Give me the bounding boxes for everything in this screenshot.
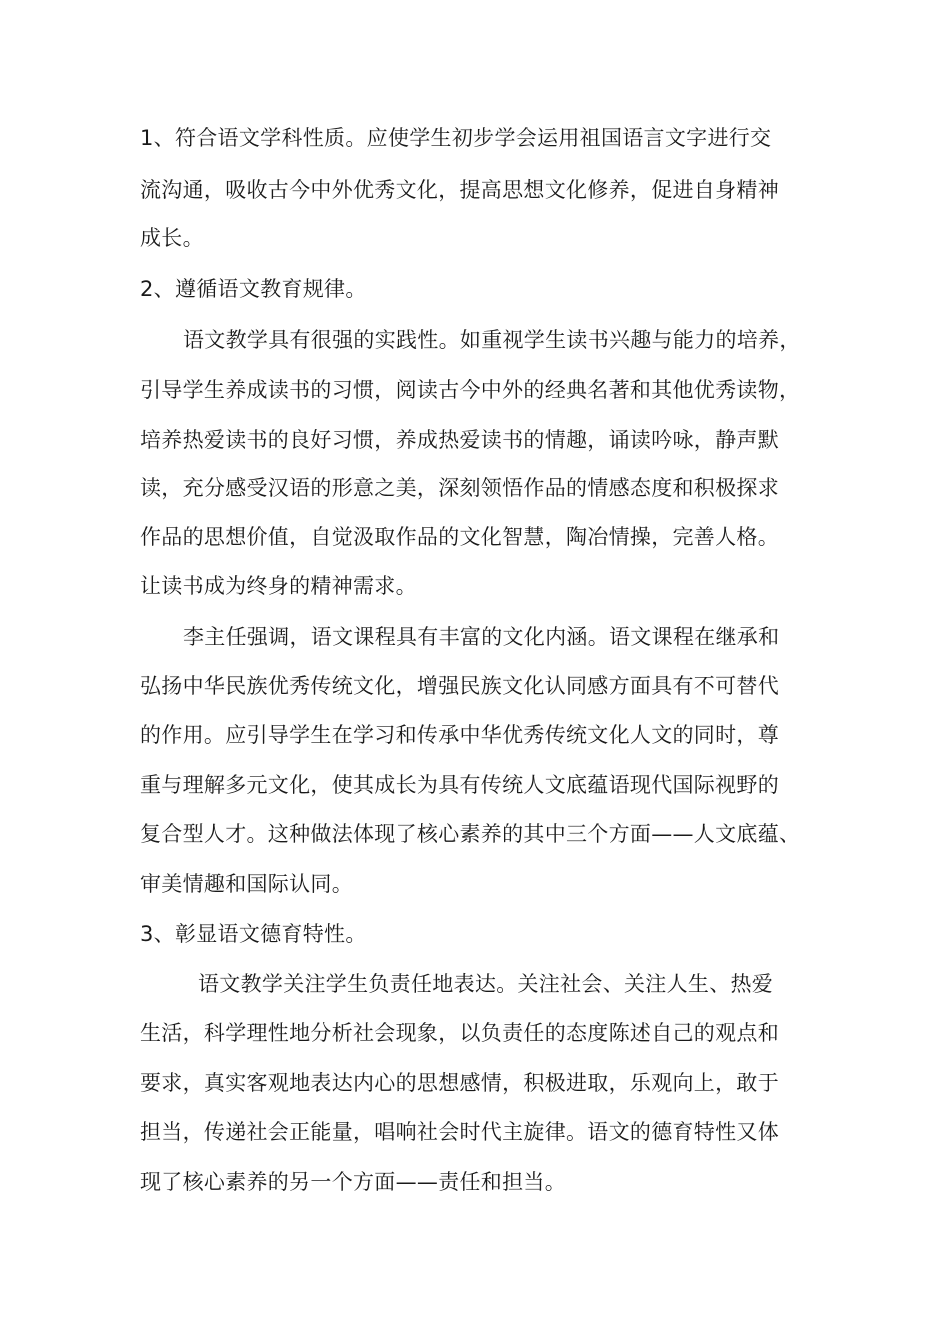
paragraph-start: 语文教学关注学生负责任地表达。关注社会、关注人生、热爱 <box>198 972 774 996</box>
text-line: 引导学生养成读书的习惯，阅读古今中外的经典名著和其他优秀读物， <box>140 378 801 402</box>
text-line: 生活，科学理性地分析社会现象，以负责任的态度陈述自己的观点和 <box>140 1021 779 1045</box>
text-line: 要求，真实客观地表达内心的思想感情，积极进取，乐观向上，敢于 <box>140 1071 779 1095</box>
text-line: 的作用。应引导学生在学习和传承中华优秀传统文化人文的同时，尊 <box>140 723 779 747</box>
heading-3: 3、彰显语文德育特性。 <box>140 922 367 946</box>
text-line: 重与理解多元文化，使其成长为具有传统人文底蕴语现代国际视野的 <box>140 773 779 797</box>
text-line: 培养热爱读书的良好习惯，养成热爱读书的情趣，诵读吟咏，静声默 <box>140 428 779 452</box>
text-line: 复合型人才。这种做法体现了核心素养的其中三个方面——人文底蕴、 <box>140 822 801 846</box>
text-line: 成长。 <box>140 226 204 250</box>
text-line: 流沟通，吸收古今中外优秀文化，提高思想文化修养，促进自身精神 <box>140 178 779 202</box>
text-line: 现了核心素养的另一个方面——责任和担当。 <box>140 1170 566 1194</box>
paragraph-start: 语文教学具有很强的实践性。如重视学生读书兴趣与能力的培养， <box>183 328 801 352</box>
text-line: 审美情趣和国际认同。 <box>140 872 353 896</box>
text-line: 读，充分感受汉语的形意之美，深刻领悟作品的情感态度和积极探求 <box>140 476 779 500</box>
heading-1: 1、符合语文学科性质。应使学生初步学会运用祖国语言文字进行交 <box>140 126 772 150</box>
text-line: 弘扬中华民族优秀传统文化，增强民族文化认同感方面具有不可替代 <box>140 674 779 698</box>
text-line: 让读书成为终身的精神需求。 <box>140 574 417 598</box>
text-line: 作品的思想价值，自觉汲取作品的文化智慧，陶冶情操，完善人格。 <box>140 525 779 549</box>
paragraph-start: 李主任强调，语文课程具有丰富的文化内涵。语文课程在继承和 <box>183 625 780 649</box>
heading-2: 2、遵循语文教育规律。 <box>140 277 367 301</box>
text-line: 担当，传递社会正能量，唱响社会时代主旋律。语文的德育特性又体 <box>140 1120 779 1144</box>
